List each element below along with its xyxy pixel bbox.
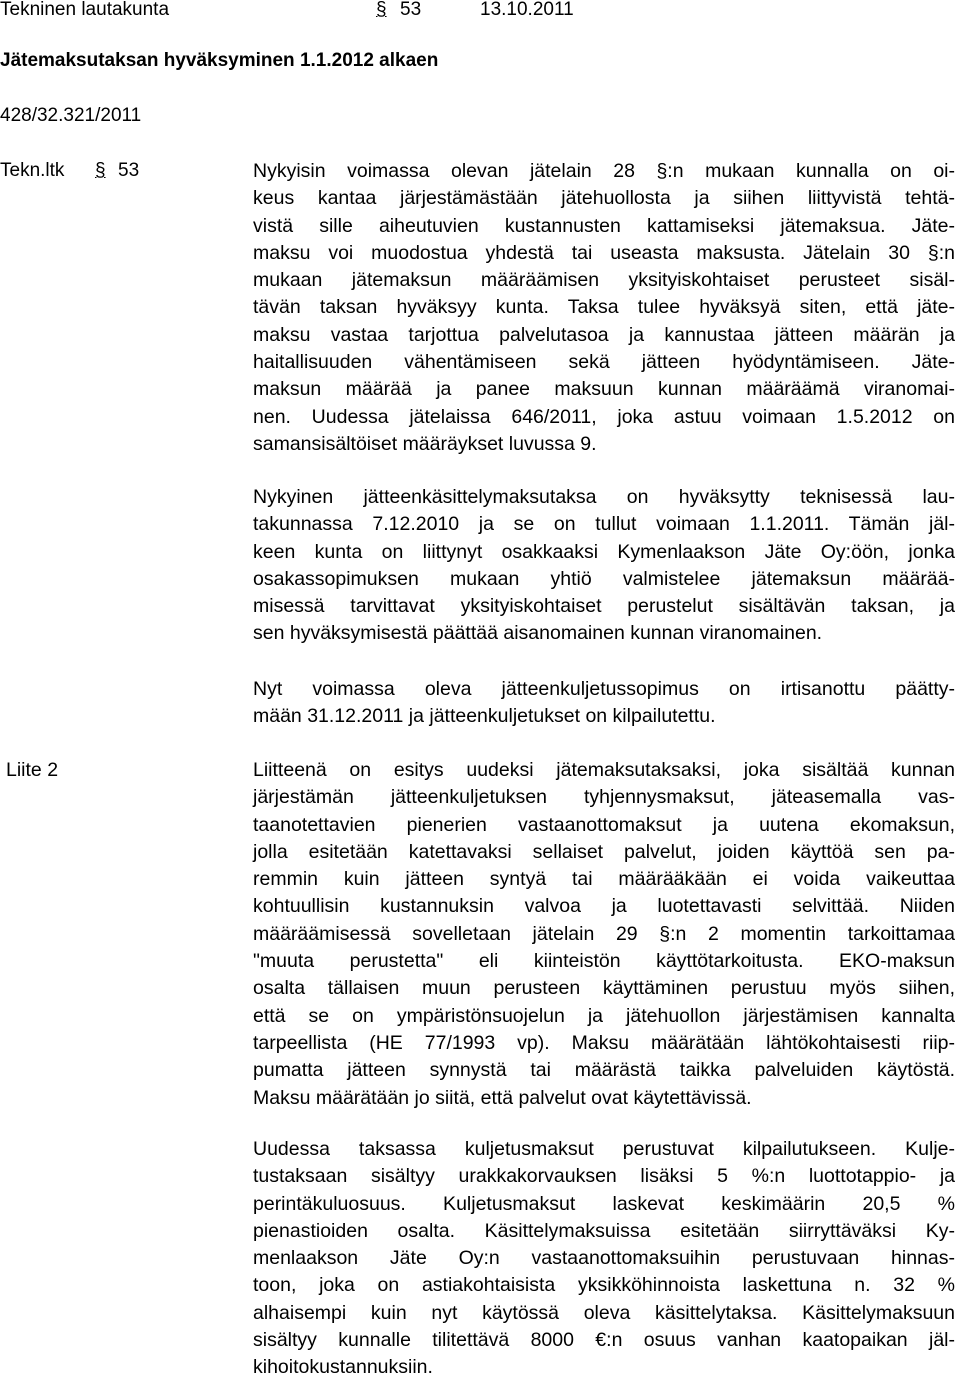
paragraph-line: taanotettavien pienerien vastaanottomaksut ja uutena ekomaksun,: [253, 813, 955, 836]
attachment-label: Liite 2: [6, 759, 59, 781]
section-sign-icon: §: [376, 0, 387, 20]
paragraph-line: sen hyväksymisestä päättää aisanomainen kunnan viranomainen.: [253, 622, 823, 645]
paragraph-line: "muuta perustetta" eli kiinteistön käyttötarkoitusta. EKO-maksun: [253, 950, 955, 973]
paragraph-line: alhaisempi kuin nyt käytössä oleva käsittelytaksa. Käsittelymaksuun: [253, 1301, 955, 1324]
paragraph-line: mään 31.12.2011 ja jätteenkuljetukset on kilpailutettu.: [253, 705, 716, 728]
paragraph-line: kihoitokustannuksiin.: [253, 1356, 433, 1379]
paragraph-line: määräämisessä sovelletaan jätelain 29 §:n 2 momentin tarkoittamaa: [253, 922, 955, 945]
paragraph-line: sisältyy kunnalle tilitettävä 8000 €:n osuus vanhan kaatopaikan jäl-: [253, 1329, 955, 1352]
paragraph-line: menlaakson Jäte Oy:n vastaanottomaksuihin perustuvaan hinnas-: [253, 1247, 955, 1270]
paragraph-line: Liitteenä on esitys uudeksi jätemaksutaksaksi, joka sisältää kunnan: [253, 759, 955, 781]
paragraph-line: tävän taksan hyväksyy kunta. Taksa tulee hyväksyä siten, että jäte-: [253, 296, 955, 319]
paragraph-line: jolla esitetään katettavaksi sellaiset palvelut, joiden käyttöä sen pa-: [253, 840, 955, 863]
paragraph-line: Nykyisin voimassa olevan jätelain 28 §:n mukaan kunnalla on oi-: [253, 160, 955, 182]
paragraph-line: pienastioiden osalta. Käsittelymaksuissa esitetään siirryttäväksi Ky-: [253, 1219, 955, 1242]
paragraph-line: kohtuullisin kustannuksin valvoa ja luotettavasti selvittää. Niiden: [253, 895, 955, 918]
paragraph-line: remmin kuin jätteen syntyä tai määrääkään ei voida vaikeuttaa: [253, 868, 955, 891]
paragraph-4: [253, 757, 955, 1112]
paragraph-line: Maksu määrätään jo siitä, että palvelut ovat käytettävissä.: [253, 1086, 752, 1109]
paragraph-line: keus kantaa järjestämästään jätehuollosta ja siihen liittyvistä tehtä-: [253, 187, 955, 210]
paragraph-line: keen kunta on liittynyt osakkaaksi Kymenlaakson Jäte Oy:öön, jonka: [253, 540, 955, 563]
paragraph-line: osalta tällaisen muun perusteen käyttäminen perustuu myös siihen,: [253, 977, 955, 1000]
item-label-number: 53: [118, 160, 140, 181]
paragraph-line: maksu voi muodostua yhdestä tai useasta maksusta. Jätelain 30 §:n: [253, 241, 955, 264]
paragraph-5: [253, 1136, 955, 1382]
paragraph-line: perintäkuluosuus. Kuljetusmaksut laskevat keskimäärin 20,5 %: [253, 1192, 955, 1215]
paragraph-line: nen. Uudessa jätelaissa 646/2011, joka astuu voimaan 1.5.2012 on: [253, 405, 955, 428]
paragraph-line: järjestämän jätteenkuljetuksen tyhjennysmaksut, jäteasemalla vas-: [253, 786, 955, 809]
paragraph-line: tarpeellista (HE 77/1993 vp). Maksu määrätään lähtökohtaisesti riip-: [253, 1031, 955, 1054]
committee-name: Tekninen lautakunta: [0, 0, 170, 20]
paragraph-line: samansisältöiset määräykset luvussa 9.: [253, 432, 597, 455]
item-label-prefix: Tekn.ltk: [0, 160, 65, 181]
header-date: 13.10.2011: [480, 0, 574, 20]
paragraph-line: Uudessa taksassa kuljetusmaksut perustuvat kilpailutukseen. Kulje-: [253, 1138, 955, 1160]
paragraph-line: että se on ympäristönsuojelun ja jätehuollon järjestämisen kannalta: [253, 1004, 955, 1027]
item-section-sign-icon: §: [95, 160, 106, 181]
paragraph-line: osakassopimuksen mukaan yhtiö valmistelee jätemaksun määrää-: [253, 567, 955, 590]
document-title: Jätemaksutaksan hyväksyminen 1.1.2012 alkaen: [0, 50, 439, 71]
paragraph-line: maksu vastaa tarjottua palvelutasoa ja kannustaa jätteen määrän ja: [253, 323, 955, 346]
paragraph-line: toon, joka on astiakohtaisista yksikköhinnoista laskettuna n. 32 %: [253, 1274, 955, 1297]
paragraph-line: maksun määrää ja panee maksuun kunnan määräämä viranomai-: [253, 378, 955, 401]
paragraph-line: pumatta jätteen synnystä tai määrästä taikka palveluiden käytöstä.: [253, 1059, 955, 1082]
paragraph-1: [253, 158, 955, 458]
paragraph-line: vistä sille aiheutuvien kustannusten kattamiseksi jätemaksua. Jäte-: [253, 214, 955, 237]
paragraph-line: tustaksaan sisältyy urakkakorvauksen lisäksi 5 %:n luottotappio- ja: [253, 1165, 955, 1188]
paragraph-line: takunnassa 7.12.2010 ja se on tullut voimaan 1.1.2011. Tämän jäl-: [253, 513, 955, 536]
paragraph-line: Nyt voimassa oleva jätteenkuljetussopimus on irtisanottu päätty-: [253, 678, 955, 700]
paragraph-3: [253, 676, 955, 731]
paragraph-line: misessä tarvittavat yksityiskohtaiset perustelut sisältävän taksan, ja: [253, 595, 955, 618]
paragraph-line: Nykyinen jätteenkäsittelymaksutaksa on hyväksytty teknisessä lau-: [253, 486, 955, 508]
paragraph-line: haitallisuuden vähentämiseen sekä jätteen hyödyntämiseen. Jäte-: [253, 351, 955, 374]
header-section-number: 53: [400, 0, 422, 20]
reference-number: 428/32.321/2011: [0, 105, 142, 126]
paragraph-line: mukaan jätemaksun määräämisen yksityiskohtaiset perusteet sisäl-: [253, 269, 955, 292]
paragraph-2: [253, 484, 955, 648]
